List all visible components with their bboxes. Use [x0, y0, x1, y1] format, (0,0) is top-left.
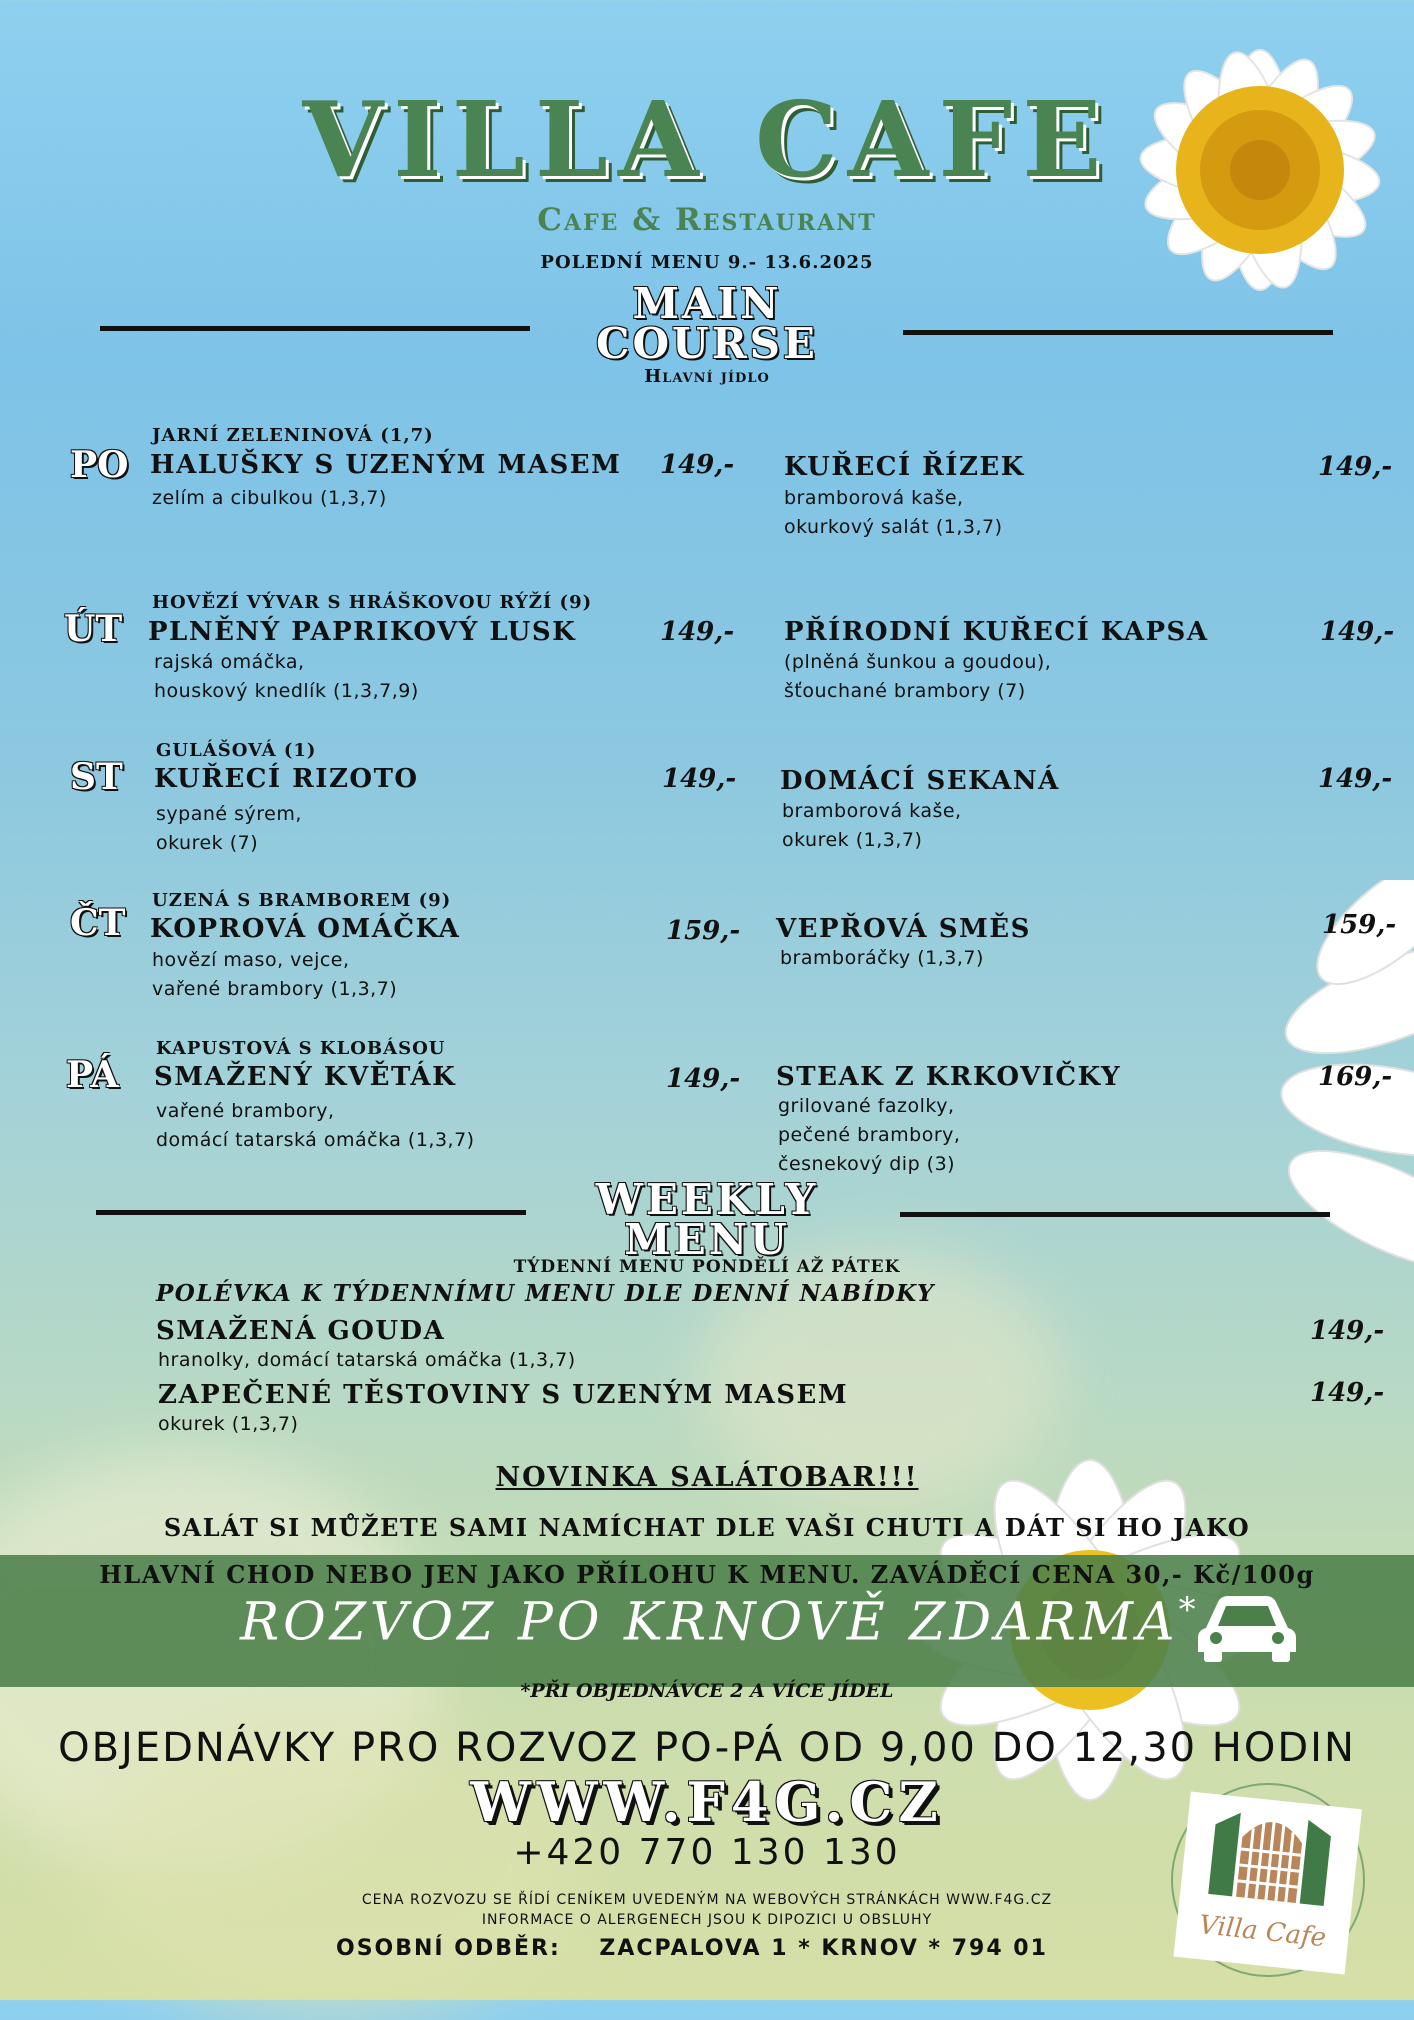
- dish-price: 149,-: [666, 1064, 741, 1094]
- villa-cafe-logo: [1168, 1780, 1368, 1980]
- logo-text: Villa Cafe: [1197, 1910, 1328, 1954]
- dish-description: okurek (1,3,7): [158, 1413, 299, 1435]
- delivery-price-note: CENA ROZVOZU SE ŘÍDÍ CENÍKEM UVEDENÝM NA WEBOVÝCH STRÁNKÁCH WWW.F4G.CZ: [361, 1892, 1053, 1908]
- day-soup: HOVĚZÍ VÝVAR S HRÁŠKOVOU RÝŽÍ (9): [152, 592, 593, 613]
- salad-bar-text: SALÁT SI MŮŽETE SAMI NAMÍCHAT DLE VAŠI CHUTI A DÁT SI HO JAKO: [163, 1513, 1251, 1542]
- dish-name: KUŘECÍ ŘÍZEK: [784, 452, 1025, 482]
- dish-price: 149,-: [1318, 764, 1393, 794]
- day-label: ÚT: [64, 608, 123, 650]
- dish-description: rajská omáčka, houskový knedlík (1,3,7,9): [154, 651, 419, 702]
- weekly-soup: POLÉVKA K TÝDENNÍMU MENU DLE DENNÍ NABÍDKY: [156, 1280, 935, 1307]
- day-label: ST: [70, 756, 123, 798]
- salad-bar-text: HLAVNÍ CHOD NEBO JEN JAKO PŘÍLOHU K MENU. ZAVÁDĚCÍ CENA 30,- Kč/100g: [99, 1560, 1315, 1589]
- car-icon: [1196, 1590, 1298, 1662]
- dish-name: VEPŘOVÁ SMĚS: [776, 914, 1031, 944]
- dish-description: bramboráčky (1,3,7): [780, 947, 984, 969]
- dish-name: STEAK Z KRKOVIČKY: [776, 1062, 1122, 1092]
- day-label: ČT: [70, 902, 126, 944]
- dish-description: hranolky, domácí tatarská omáčka (1,3,7): [158, 1349, 576, 1371]
- delivery-banner-text: ROZVOZ PO KRNOVĚ ZDARMA*: [240, 1590, 1200, 1653]
- dish-description: sypané sýrem, okurek (7): [156, 803, 302, 854]
- dish-name: KOPROVÁ OMÁČKA: [150, 914, 461, 944]
- dish-name: HALUŠKY S UZENÝM MASEM: [150, 450, 622, 480]
- restaurant-title: VILLA CAFE: [302, 78, 1112, 201]
- dish-price: 159,-: [666, 916, 741, 946]
- menu-date: POLEDNÍ MENU 9.- 13.6.2025: [540, 252, 874, 273]
- restaurant-subtitle: Cafe & Restaurant: [537, 202, 877, 238]
- day-label: PÁ: [66, 1054, 119, 1096]
- dish-name: SMAŽENÁ GOUDA: [156, 1316, 446, 1346]
- dish-price: 159,-: [1322, 910, 1397, 940]
- dish-description: grilované fazolky, pečené brambory, česnekový dip (3): [778, 1095, 961, 1175]
- day-soup: GULÁŠOVÁ (1): [156, 740, 317, 761]
- dish-description: (plněná šunkou a goudou), šťouchané brambory (7): [784, 651, 1052, 702]
- dish-name: ZAPEČENÉ TĚSTOVINY S UZENÝM MASEM: [158, 1380, 849, 1410]
- dish-price: 149,-: [660, 450, 735, 480]
- pickup-address: OSOBNÍ ODBĚR: ZACPALOVA 1 * KRNOV * 794 01: [336, 1936, 1048, 1961]
- dish-price: 149,-: [1310, 1316, 1385, 1346]
- dish-description: bramborová kaše, okurkový salát (1,3,7): [784, 487, 1003, 538]
- dish-description: vařené brambory, domácí tatarská omáčka (1,3,7): [156, 1100, 475, 1151]
- dish-name: SMAŽENÝ KVĚTÁK: [154, 1062, 457, 1092]
- section-subheading-main: Hlavní jídlo: [644, 366, 770, 387]
- day-soup: JARNÍ ZELENINOVÁ (1,7): [152, 425, 434, 446]
- allergen-note: INFORMACE O ALERGENECH JSOU K DIPOZICI U OBSLUHY: [481, 1912, 933, 1928]
- website-link[interactable]: WWW.F4G.CZ: [470, 1770, 944, 1834]
- salad-bar-title: NOVINKA SALÁTOBAR!!!: [495, 1462, 919, 1493]
- dish-description: hovězí maso, vejce, vařené brambory (1,3,7): [152, 949, 398, 1000]
- section-heading-weekly: WEEKLY MENU: [595, 1175, 819, 1264]
- phone-number[interactable]: +420 770 130 130: [513, 1832, 901, 1873]
- dish-price: 149,-: [662, 764, 737, 794]
- day-label: PO: [70, 444, 129, 486]
- dish-price: 149,-: [1320, 617, 1395, 647]
- dish-description: zelím a cibulkou (1,3,7): [152, 487, 387, 509]
- order-hours: OBJEDNÁVKY PRO ROZVOZ PO-PÁ OD 9,00 DO 12,30 HODIN: [58, 1725, 1356, 1771]
- dish-name: PLNĚNÝ PAPRIKOVÝ LUSK: [148, 617, 577, 647]
- dish-price: 149,-: [1310, 1378, 1385, 1408]
- delivery-note: *PŘI OBJEDNÁVCE 2 A VÍCE JÍDEL: [520, 1680, 894, 1702]
- dish-description: bramborová kaše, okurek (1,3,7): [782, 800, 962, 851]
- dish-price: 149,-: [660, 617, 735, 647]
- dish-name: PŘÍRODNÍ KUŘECÍ KAPSA: [784, 617, 1209, 647]
- dish-name: DOMÁCÍ SEKANÁ: [780, 766, 1060, 796]
- day-soup: KAPUSTOVÁ S KLOBÁSOU: [156, 1038, 446, 1059]
- day-soup: UZENÁ S BRAMBOREM (9): [152, 890, 452, 911]
- dish-price: 149,-: [1318, 452, 1393, 482]
- section-heading-main: MAIN COURSE: [596, 279, 818, 368]
- section-subheading-weekly: TÝDENNÍ MENU PONDĚLÍ AŽ PÁTEK: [513, 1257, 901, 1277]
- dish-price: 169,-: [1318, 1062, 1393, 1092]
- dish-name: KUŘECÍ RIZOTO: [154, 764, 419, 794]
